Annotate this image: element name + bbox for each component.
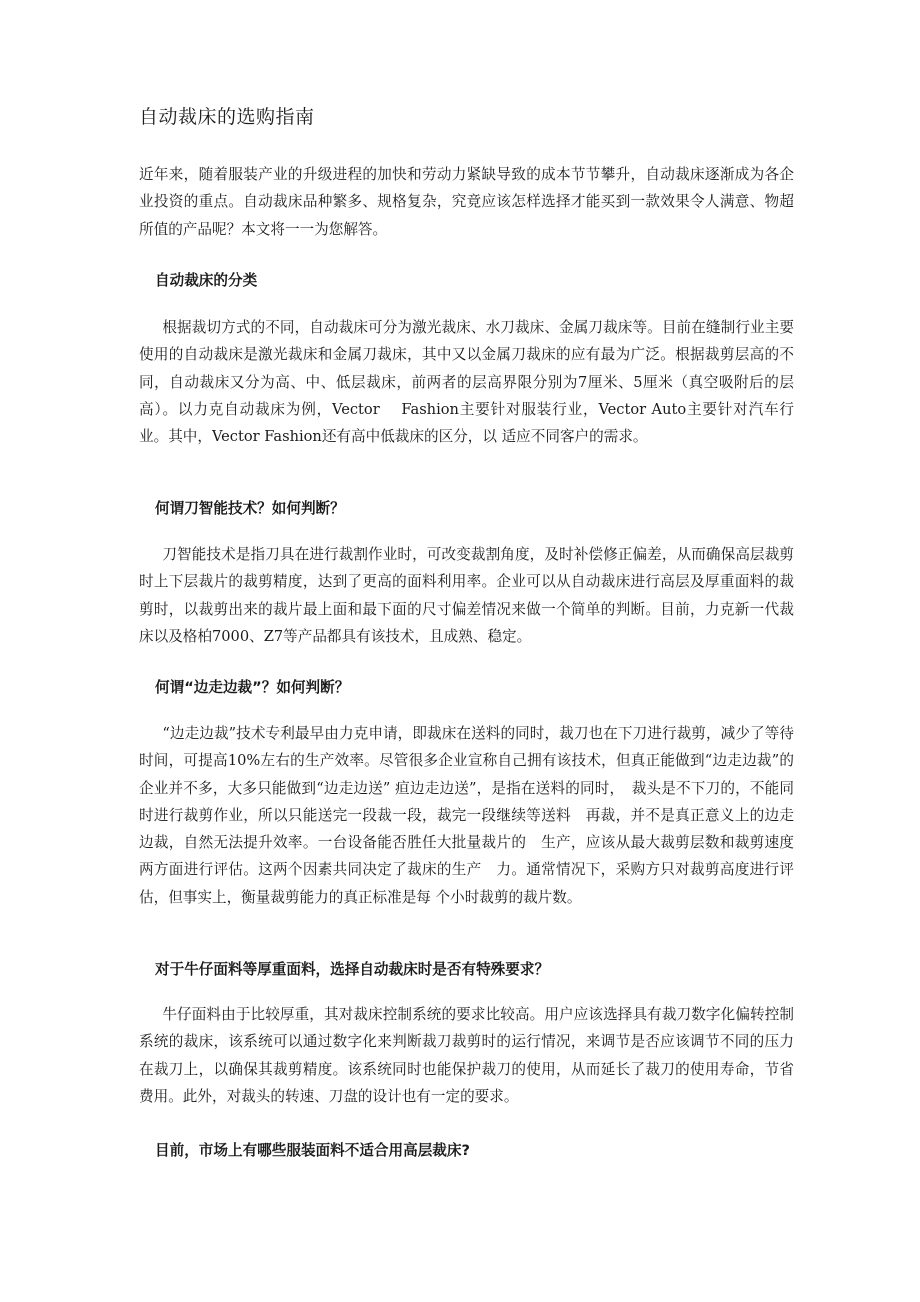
- section-heading-cut-while-feeding: 何谓“边走边裁”？如何判断？: [155, 679, 350, 696]
- section-heading-classification: 自动裁床的分类: [155, 272, 258, 289]
- section-body-heavy-fabric: 牛仔面料由于比较厚重，其对裁床控制系统的要求比较高。用户应该选择具有裁刀数字化偏转控制系统的裁床，该系统可以通过数字化来判断裁刀裁剪时的运行情况，来调节是否应该调节不同的压力在裁刀上，以确保其裁剪精度。该系统同时也能保护裁刀的使用，从而延长了裁刀的使用寿命，节省费用。此外，对裁头的转速、刀盘的设计也有一定的要求。: [139, 1006, 794, 1105]
- section-body-classification: 根据裁切方式的不同，自动裁床可分为激光裁床、水刀裁床、金属刀裁床等。目前在缝制行业主要使用的自动裁床是激光裁床和金属刀裁床，其中又以金属刀裁床的应有最为广泛。根据裁剪层高的不同，自动裁床又分为高、中、低层裁床，前两者的层高界限分别为7厘米、5厘米（真空吸附后的层高）。以力克自动裁床为例，Vector Fashion主要针对服装行业，Vector Auto主要针对汽车行业。其中，Vector Fashion还有高中低裁床的区分，以 适应不同客户的需求。: [139, 319, 794, 446]
- section-heading-heavy-fabric: 对于牛仔面料等厚重面料，选择自动裁床时是否有特殊要求？: [155, 961, 550, 978]
- intro-paragraph: 近年来，随着服装产业的升级进程的加快和劳动力紧缺导致的成本节节攀升，自动裁床逐渐成为各企业投资的重点。自动裁床品种繁多、规格复杂，究竟应该怎样选择才能买到一款效果令人满意、物超所值的产品呢？本文将一一为您解答。: [139, 166, 794, 238]
- section-body-smart-knife: 刀智能技术是指刀具在进行裁割作业时，可改变裁割角度，及时补偿修正偏差，从而确保高层裁剪时上下层裁片的裁剪精度，达到了更高的面料利用率。企业可以从自动裁床进行高层及厚重面料的裁剪时，以裁剪出来的裁片最上面和最下面的尺寸偏差情况来做一个简单的判断。目前，力克新一代裁床以及格柏7000、Z7等产品都具有该技术，且成熟、稳定。: [139, 546, 794, 645]
- document-title: 自动裁床的选购指南: [139, 106, 315, 128]
- section-heading-unsuitable-fabrics: 目前，市场上有哪些服装面料不适合用高层裁床?: [155, 1142, 470, 1159]
- section-body-cut-while-feeding: “边走边裁”技术专利最早由力克申请，即裁床在送料的同时，裁刀也在下刀进行裁剪，减少了等待时间，可提高10%左右的生产效率。尽管很多企业宣称自己拥有该技术，但真正能做到“边走边裁”的企业并不多，大多只能做到“边走边送” 疸边走边送”，是指在送料的同时， 裁头是不下刀的，不能同时进行裁剪作业，所以只能送完一段裁一段，裁完一段继续等送料 再裁，并不是真正意义上的边走边裁，自然无法提升效率。一台设备能否胜任大批量裁片的 生产，应该从最大裁剪层数和裁剪速度两方面进行评估。这两个因素共同决定了裁床的生产 力。通常情况下，采购方只对裁剪高度进行评估，但事实上，衡量裁剪能力的真正标准是每 个小时裁剪的裁片数。: [139, 725, 794, 906]
- section-heading-smart-knife: 何谓刀智能技术？如何判断？: [155, 500, 345, 517]
